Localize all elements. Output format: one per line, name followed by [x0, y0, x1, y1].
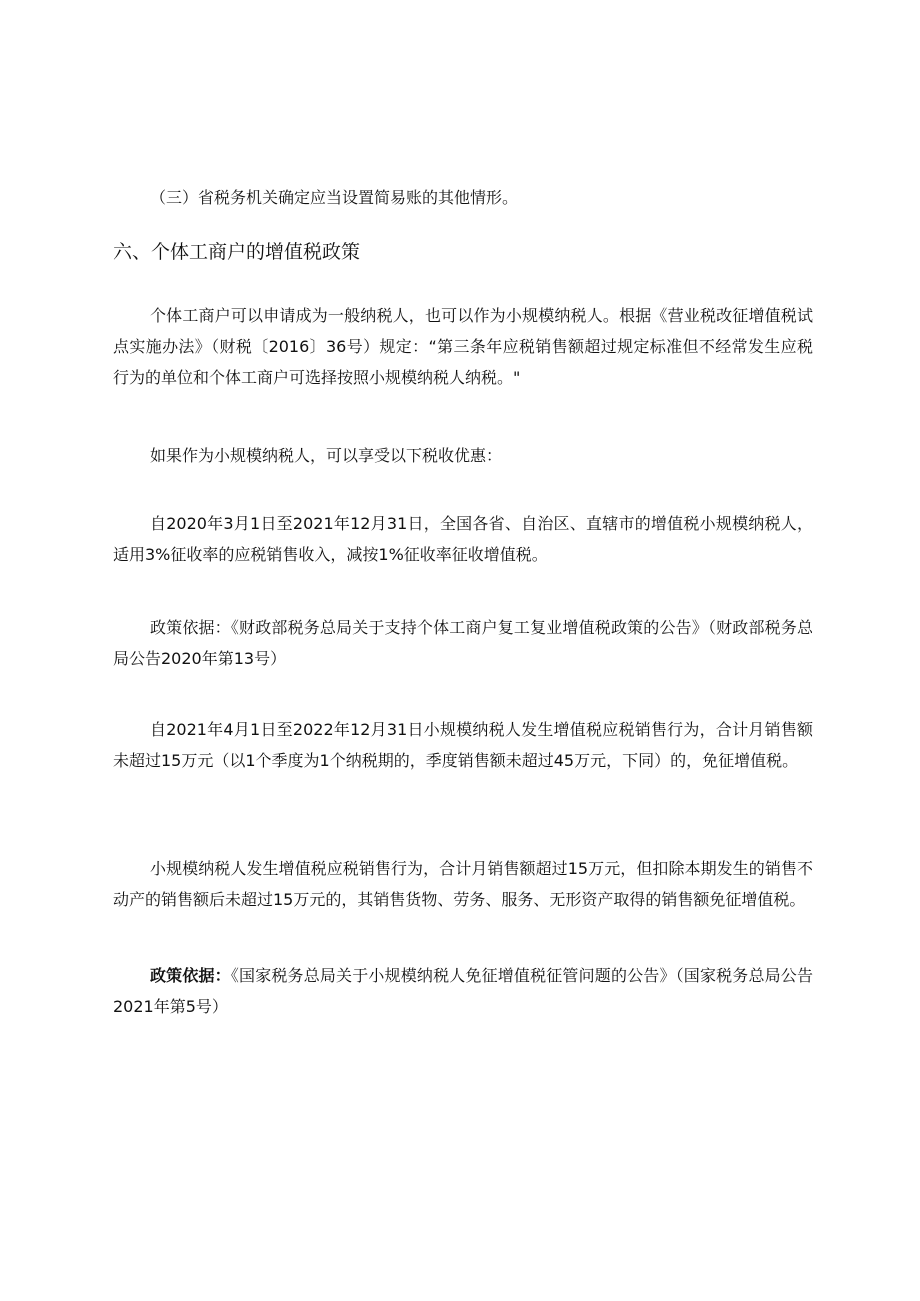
paragraph-general-taxpayer: 个体工商户可以申请成为一般纳税人，也可以作为小规模纳税人。根据《营业税改征增值税试点实施办法》（财税〔2016〕36号）规定：“第三条年应税销售额超过规定标准但不经常发生应税行为的单位和个体工商户可选择按照小规模纳税人纳税。"	[113, 306, 813, 387]
paragraph-policy-basis-2020: 政策依据：《财政部税务总局关于支持个体工商户复工复业增值税政策的公告》（财政部税务总局公告2020年第13号）	[113, 618, 813, 668]
section-heading: 六、个体工商户的增值税政策	[113, 241, 361, 263]
paragraph-policy-basis-2021	[113, 960, 813, 1022]
paragraph-exemption-2021: 自2021年4月1日至2022年12月31日小规模纳税人发生增值税应税销售行为，合计月销售额未超过15万元（以1个季度为1个纳税期的，季度销售额未超过45万元，下同）的，免征增值税。	[113, 720, 813, 770]
paragraph-real-estate-deduction: 小规模纳税人发生增值税应税销售行为，合计月销售额超过15万元，但扣除本期发生的销售不动产的销售额后未超过15万元的，其销售货物、劳务、服务、无形资产取得的销售额免征增值税。	[113, 859, 813, 909]
list-item-three: （三）省税务机关确定应当设置简易账的其他情形。	[150, 188, 519, 207]
paragraph-preferential-intro: 如果作为小规模纳税人，可以享受以下税收优惠：	[150, 446, 503, 465]
policy-basis-label: 政策依据：	[150, 966, 231, 985]
paragraph-rate-reduction: 自2020年3月1日至2021年12月31日，全国各省、自治区、直辖市的增值税小规模纳税人，适用3%征收率的应税销售收入，减按1%征收率征收增值税。	[113, 514, 813, 564]
policy-basis-text: 《国家税务总局关于小规模纳税人免征增值税征管问题的公告》（国家税务总局公告2021年第5号）	[113, 966, 813, 1016]
